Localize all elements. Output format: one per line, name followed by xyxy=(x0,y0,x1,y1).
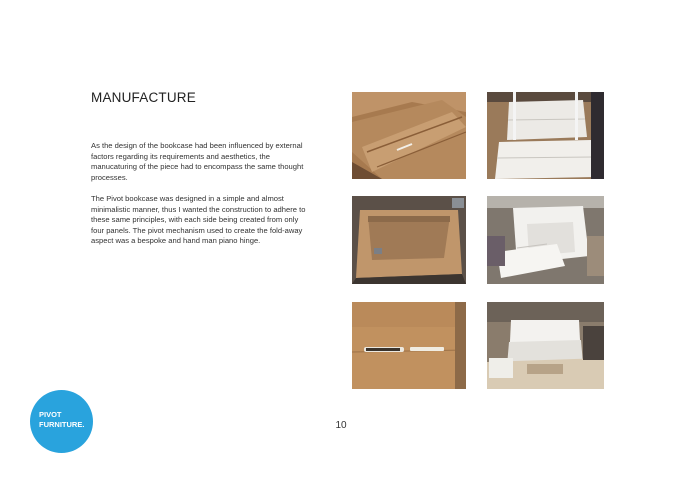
paragraph-1: As the design of the bookcase had been influenced by external factors regarding its requirements and aesthetics, the manucaturing of the piece had to encompass the same thought processes. xyxy=(91,141,304,182)
brand-logo-text xyxy=(39,410,84,430)
hinge-closeup-photo xyxy=(352,302,466,389)
workshop-assembly-photo xyxy=(487,302,604,389)
white-box-photo xyxy=(487,196,604,284)
body-text xyxy=(91,141,313,258)
mdf-box-photo xyxy=(352,196,466,284)
mdf-panels-photo xyxy=(352,92,466,179)
brand-line-1: PIVOT xyxy=(39,410,62,419)
paragraph-2: The Pivot bookcase was designed in a simple and almost minimalistic manner, thus I wanted the construction to adhere to these same principles, with each side being created from only four panels. The pivot mechanism used to create the fold-away aspect was a bespoke and hand man piano hinge. xyxy=(91,193,306,246)
page-number: 10 xyxy=(335,420,347,431)
brand-line-2: FURNITURE. xyxy=(39,420,85,429)
white-panels-photo xyxy=(487,92,604,179)
page-title: MANUFACTURE xyxy=(91,90,196,105)
